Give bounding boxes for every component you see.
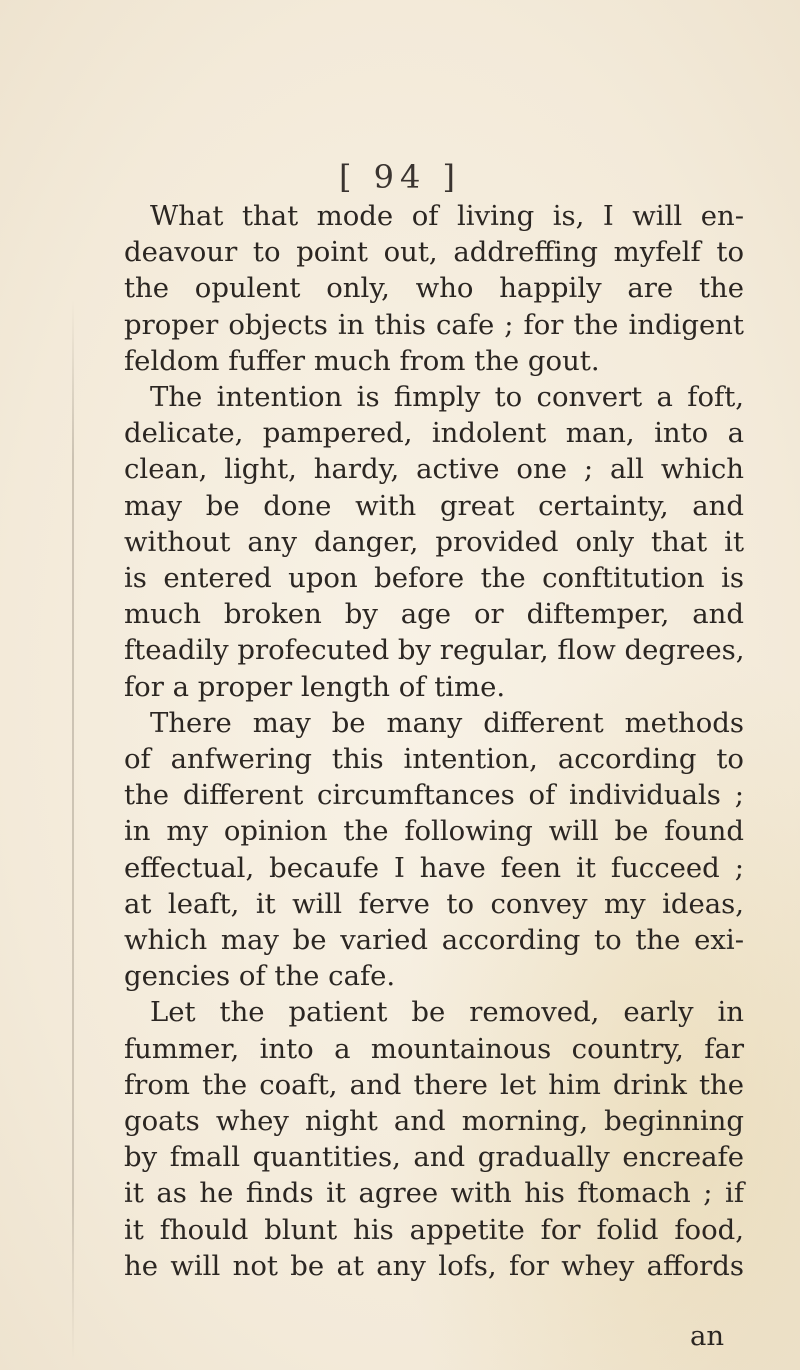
page-gutter-shadow <box>72 300 74 1360</box>
text-line: delicate, pampered, indolent man, into a <box>124 417 744 450</box>
text-line: is entered upon before the conftitution is <box>124 562 744 595</box>
text-line: Let the patient be removed, early in <box>150 996 744 1029</box>
paragraph-3 <box>124 705 744 995</box>
text-line: it fhould blunt his appetite for folid food, <box>124 1213 744 1246</box>
text-line: clean, light, hardy, active one ; all which <box>124 453 744 486</box>
text-line: effectual, becaufe I have feen it fucceed ; <box>124 851 744 884</box>
text-line: There may be many different methods <box>150 706 744 739</box>
page-number-header: [ 94 ] <box>338 158 462 196</box>
text-line: it as he finds it agree with his ftomach ; if <box>124 1177 744 1210</box>
paragraph-1 <box>124 198 744 379</box>
text-line: may be done with great certainty, and <box>124 489 744 522</box>
text-line: at leaft, it will ferve to convey my ideas, <box>124 887 744 920</box>
text-line: he will not be at any lofs, for whey affords <box>124 1249 744 1282</box>
text-line: feldom fuffer much from the gout. <box>124 344 600 377</box>
text-line: goats whey night and morning, beginning <box>124 1105 744 1138</box>
text-line: The intention is fimply to convert a foft, <box>150 381 744 414</box>
paragraph-2 <box>124 379 744 705</box>
text-line: fteadily profecuted by regular, flow degrees, <box>124 634 745 667</box>
text-line: the different circumftances of individuals ; <box>124 779 744 812</box>
text-line: in my opinion the following will be found <box>124 815 744 848</box>
text-line: much broken by age or diftemper, and <box>124 598 744 631</box>
text-line: by fmall quantities, and gradually encreafe <box>124 1141 744 1174</box>
text-line: for a proper length of time. <box>124 670 506 703</box>
text-line: deavour to point out, addreffing myfelf to <box>124 236 744 269</box>
text-line: of anfwering this intention, according to <box>124 743 744 776</box>
catchword: an <box>690 1320 725 1352</box>
text-line: proper objects in this cafe ; for the indigent <box>124 308 744 341</box>
text-line: What that mode of living is, I will en- <box>150 200 744 232</box>
paragraph-4 <box>124 994 744 1284</box>
text-line: fummer, into a mountainous country, far <box>124 1032 744 1065</box>
text-line: which may be varied according to the exi- <box>124 924 744 957</box>
text-line: the opulent only, who happily are the <box>124 272 744 305</box>
text-line: gencies of the cafe. <box>124 960 396 993</box>
body-text <box>124 198 744 1284</box>
text-line: without any danger, provided only that it <box>124 525 744 558</box>
text-line: from the coaft, and there let him drink the <box>124 1068 744 1101</box>
